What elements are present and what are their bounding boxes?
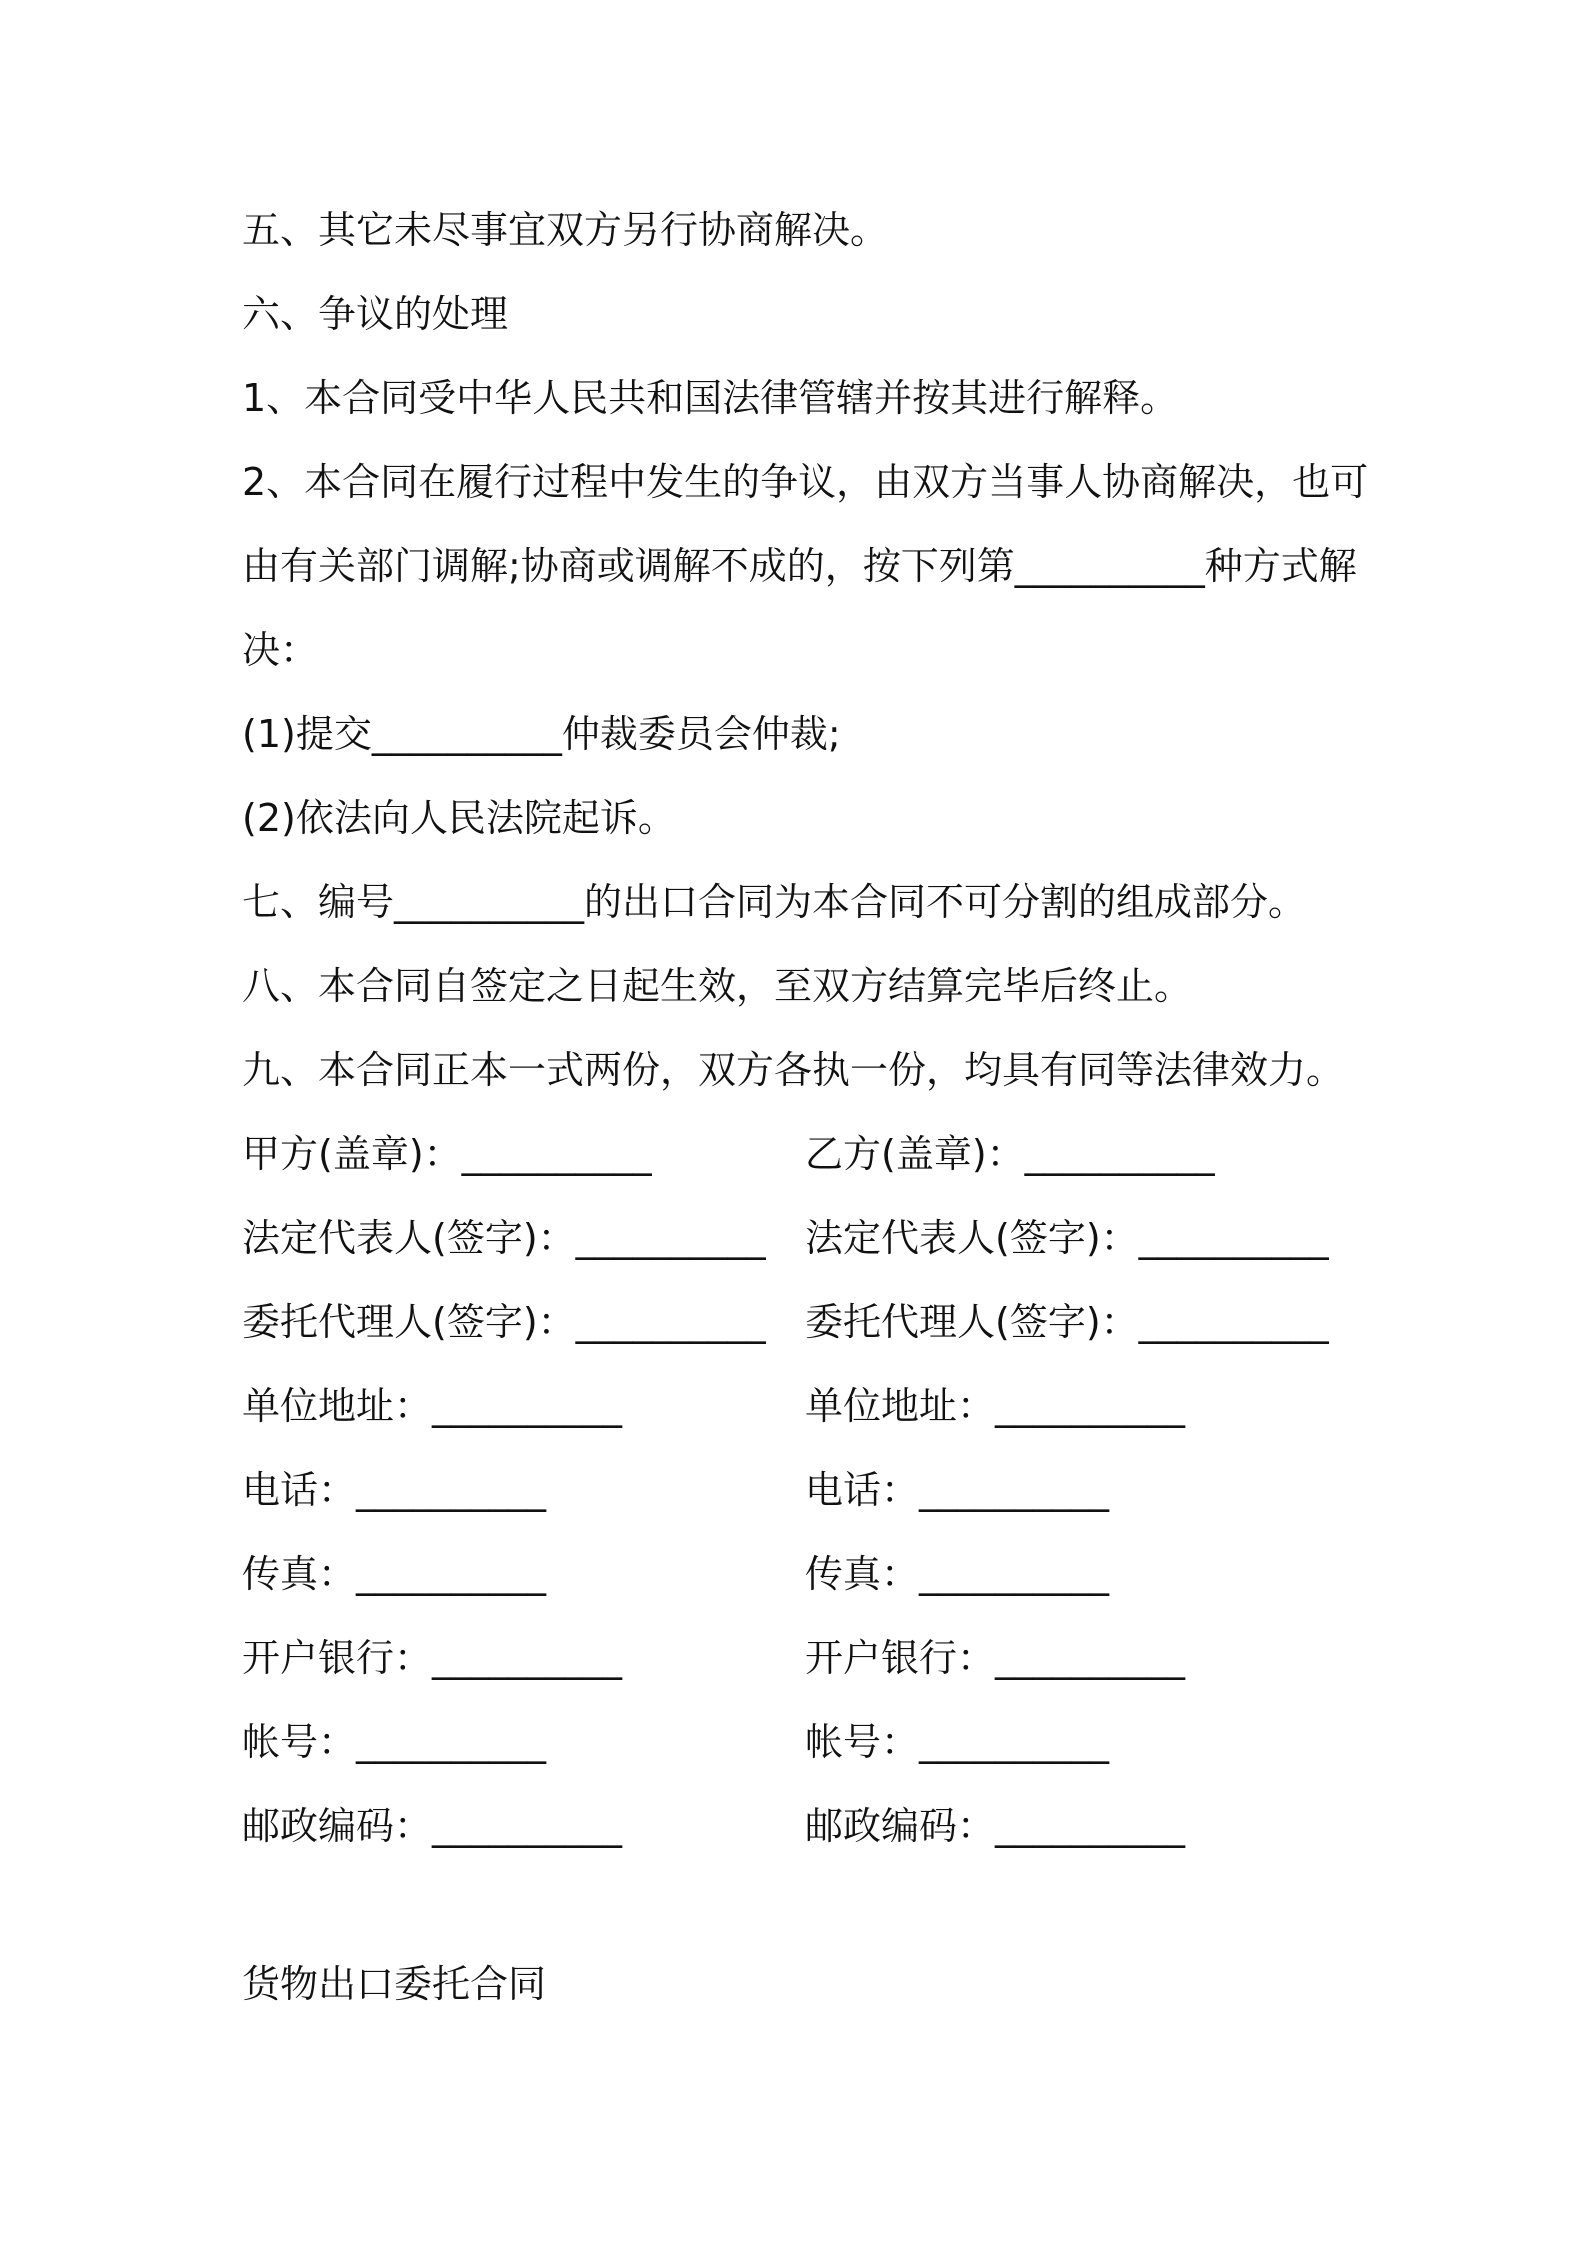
party-b-bank: 开户银行：__________ <box>805 1636 1186 1680</box>
clause-8: 八、本合同自签定之日起生效，至双方结算完毕后终止。 <box>242 964 1193 1008</box>
clause-6-item-2-line-2: 由有关部门调解;协商或调解不成的，按下列第__________种方式解 <box>242 544 1357 588</box>
clause-6-item-1: 1、本合同受中华人民共和国法律管辖并按其进行解释。 <box>242 376 1179 420</box>
clause-6-item-2-line-1: 2、本合同在履行过程中发生的争议，由双方当事人协商解决，也可 <box>242 460 1369 504</box>
party-a-phone: 电话：__________ <box>242 1468 547 1512</box>
party-b-postcode: 邮政编码：__________ <box>805 1804 1186 1848</box>
clause-5: 五、其它未尽事宜双方另行协商解决。 <box>242 208 889 252</box>
party-b-legal-rep: 法定代表人(签字)：__________ <box>805 1216 1329 1260</box>
party-a-bank: 开户银行：__________ <box>242 1636 623 1680</box>
clause-6-heading: 六、争议的处理 <box>242 292 509 336</box>
party-a-fax: 传真：__________ <box>242 1552 547 1596</box>
party-b-fax: 传真：__________ <box>805 1552 1110 1596</box>
party-b-account: 帐号：__________ <box>805 1720 1110 1764</box>
dispute-option-1: (1)提交__________仲裁委员会仲裁; <box>242 712 841 756</box>
party-a-agent: 委托代理人(签字)：__________ <box>242 1300 766 1344</box>
clause-6-item-2-line-3: 决： <box>242 628 319 672</box>
party-a-postcode: 邮政编码：__________ <box>242 1804 623 1848</box>
party-a-address: 单位地址：__________ <box>242 1384 623 1428</box>
next-document-title: 货物出口委托合同 <box>242 1962 547 2006</box>
clause-7: 七、编号__________的出口合同为本合同不可分割的组成部分。 <box>242 880 1307 924</box>
dispute-option-2: (2)依法向人民法院起诉。 <box>242 796 676 840</box>
party-b-phone: 电话：__________ <box>805 1468 1110 1512</box>
clause-9: 九、本合同正本一式两份，双方各执一份，均具有同等法律效力。 <box>242 1048 1345 1092</box>
party-a-account: 帐号：__________ <box>242 1720 547 1764</box>
party-a-seal: 甲方(盖章)：__________ <box>242 1132 652 1176</box>
party-b-agent: 委托代理人(签字)：__________ <box>805 1300 1329 1344</box>
party-a-legal-rep: 法定代表人(签字)：__________ <box>242 1216 766 1260</box>
party-b-address: 单位地址：__________ <box>805 1384 1186 1428</box>
party-b-seal: 乙方(盖章)：__________ <box>805 1132 1215 1176</box>
